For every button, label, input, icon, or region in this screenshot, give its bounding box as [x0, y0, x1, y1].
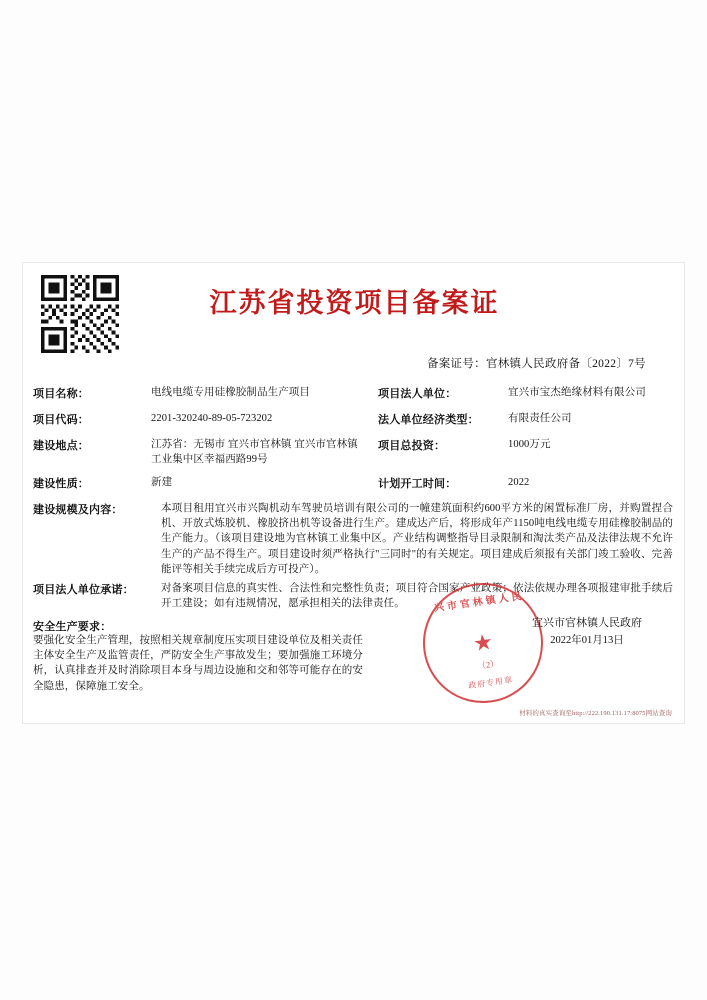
project-name-value: 电线电缆专用硅橡胶制品生产项目	[151, 387, 310, 398]
total-investment-value: 1000万元	[508, 439, 551, 450]
site-value: 江苏省：无锡市 宜兴市官林镇 宜兴市官林镇工业集中区幸福西路99号	[151, 439, 358, 466]
commitment-label: 项目法人单位承诺：	[33, 584, 134, 596]
entity-econ-type-label: 法人单位经济类型：	[378, 414, 479, 426]
verification-footnote: 材料的真实查询至http://222.190.131.17:8075网站查询	[519, 710, 672, 717]
site-label: 建设地点：	[33, 440, 89, 452]
nature-value: 新建	[151, 477, 173, 488]
record-number-label: 备案证号：	[426, 358, 486, 370]
issuer-name: 宜兴市官林镇人民政府	[532, 617, 642, 629]
issuer-block	[532, 615, 642, 649]
project-code-value: 2201-320240-89-05-723202	[151, 413, 273, 424]
safety-label: 安全生产要求：	[33, 621, 112, 633]
record-number	[427, 355, 646, 371]
entity-econ-type-value: 有限责任公司	[508, 413, 572, 424]
seal-bottom-text: 政府专用章	[467, 675, 514, 691]
legal-entity-value: 宜兴市宝杰绝缘材料有限公司	[508, 387, 646, 398]
seal-star-icon: ★	[471, 628, 495, 657]
page-title: 江苏省投资项目备案证	[209, 288, 500, 319]
seal-inner-number: （2）	[476, 658, 500, 671]
seal-arc-text: 兴市官林镇人民	[433, 590, 526, 615]
start-time-label: 计划开工时间：	[378, 478, 457, 490]
nature-label: 建设性质：	[33, 478, 89, 490]
scale-value: 本项目租用宜兴市兴陶机动车驾驶员培训有限公司的一幢建筑面积约600平方米的闲置标准厂房，并购置捏合机、开放式炼胶机、橡胶挤出机等设备进行生产。建成达产后，将形成年产1150吨电线电缆专用硅橡胶制品的生产能力。（该项目建设地为官林镇工业集中区。产业结构调整指导目录限制和淘汰类产品及法律法规不允许生产的产品不得生产。项目建设时须严格执行"三同时"的有关规定。项目建成后须报有关部门竣工验收、完善能评等相关手续完成后方可投产）。	[161, 503, 673, 575]
commitment-value: 对备案项目信息的真实性、合法性和完整性负责；项目符合国家产业政策；依法依规办理各项报建审批手续后开工建设；如有违规情况，愿承担相关的法律责任。	[161, 583, 673, 610]
scale-label: 建设规模及内容：	[33, 504, 123, 516]
record-number-value: 官林镇人民政府备〔2022〕7号	[485, 358, 646, 370]
start-time-value: 2022	[508, 477, 530, 488]
safety-value: 要强化安全生产管理，按照相关规章制度压实项目建设单位及相关责任主体安全生产及监管责任，严防安全生产事故发生；要加强施工环境分析，认真排查并及时消除项目本身与周边设施和交和邻等可能存在的安全隐患，保障施工安全。	[33, 635, 363, 692]
legal-entity-label: 项目法人单位：	[378, 388, 457, 400]
project-code-label: 项目代码：	[33, 414, 89, 426]
certificate-card	[22, 262, 685, 724]
total-investment-label: 项目总投资：	[378, 440, 446, 452]
issue-date: 2022年01月13日	[550, 634, 624, 646]
project-name-label: 项目名称：	[33, 388, 89, 400]
